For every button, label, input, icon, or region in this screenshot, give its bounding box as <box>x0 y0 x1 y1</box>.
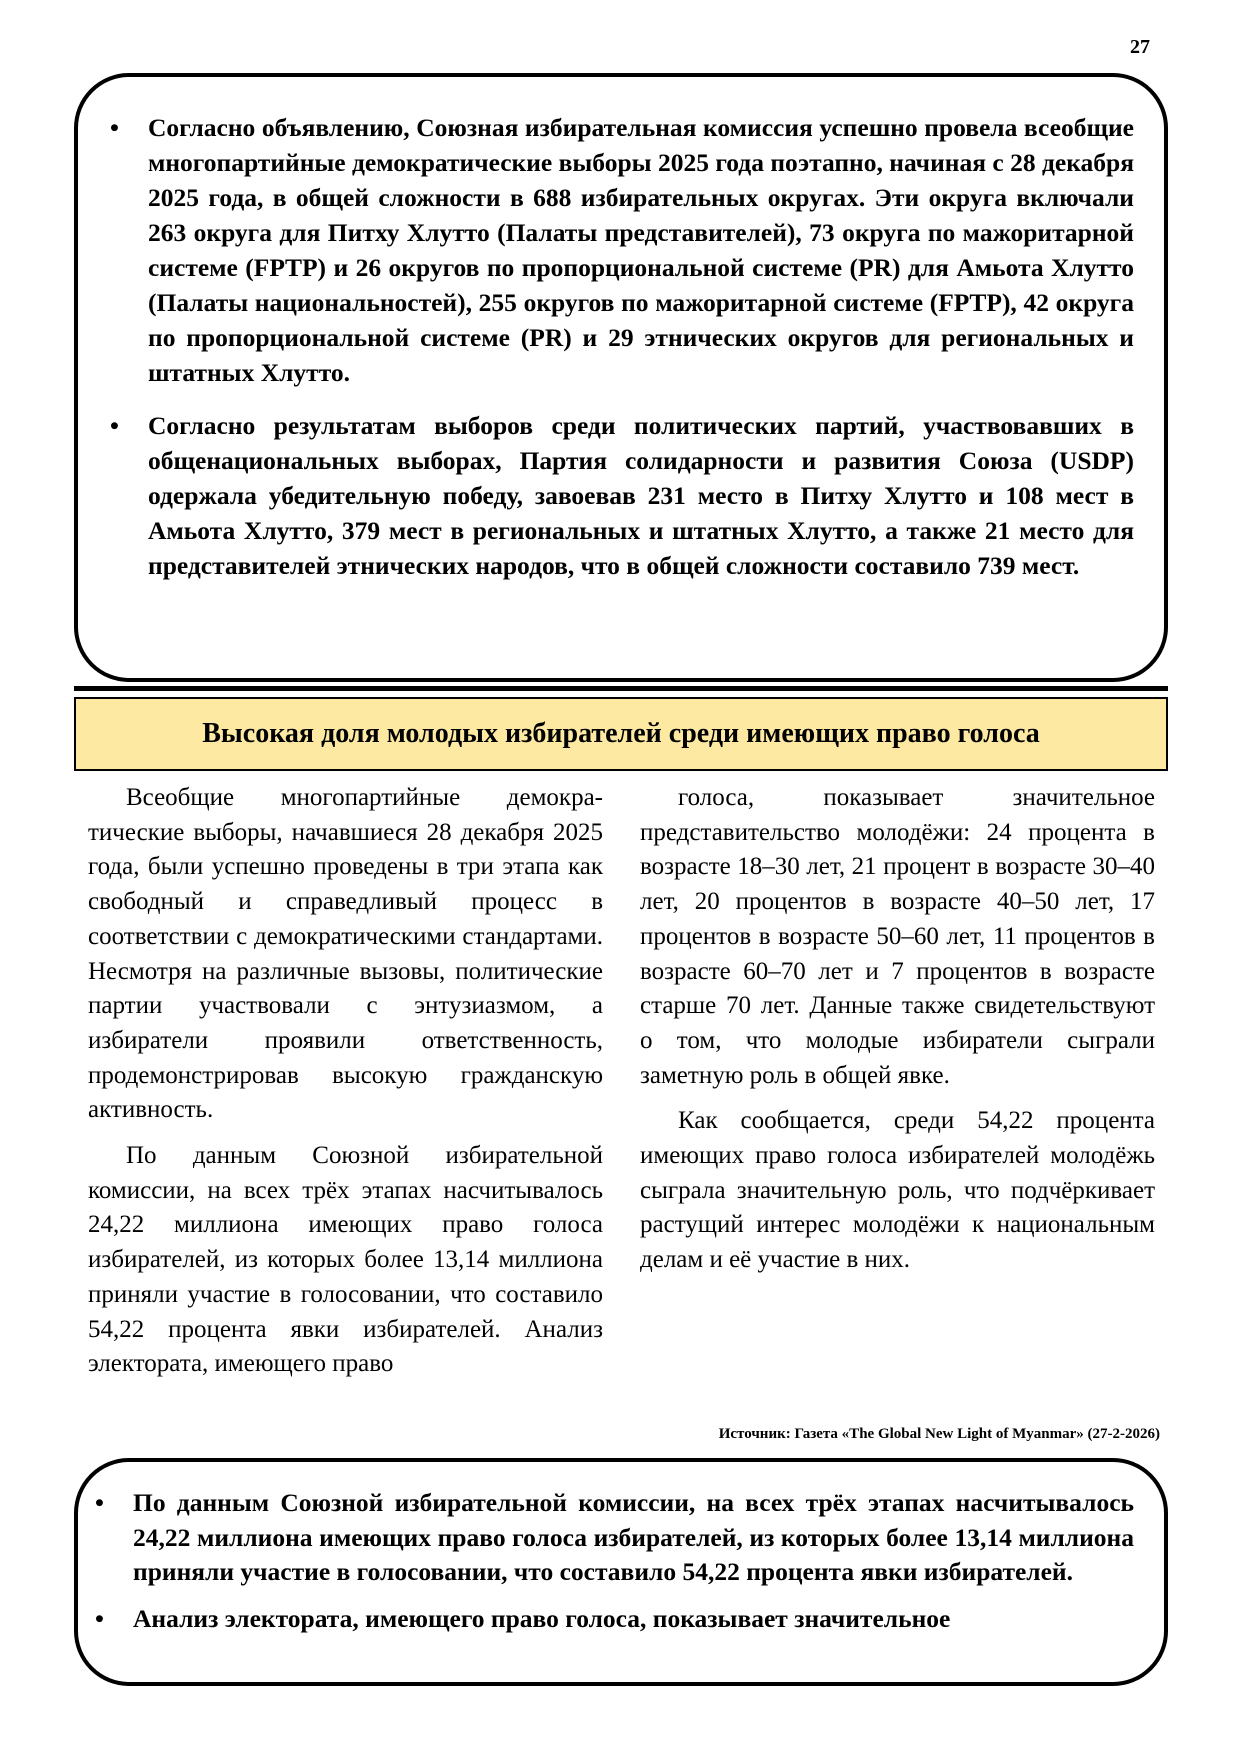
article-paragraph: Как сообщается, среди 54,22 процента имеющих право голоса избирателей молодёжь сыграла значительную роль, что подчёркивает растущий интерес молодёжи к национальным делам и её участие в них. <box>640 1107 1155 1274</box>
page-number: 27 <box>1130 36 1150 58</box>
section-divider <box>74 686 1168 691</box>
article-column-left <box>88 781 603 1393</box>
article-column-right <box>640 781 1155 1289</box>
article-title-banner <box>74 697 1168 771</box>
summary-bullet: • Анализ электората, имеющего право голоса, показывает значительное <box>133 1602 1134 1637</box>
article-source: Источник: Газета «The Global New Light of Myanmar» (27-2-2026) <box>718 1426 1160 1442</box>
summary-box-top <box>74 73 1168 682</box>
article-paragraph: По данным Союзной избирательной комиссии, на всех трёх этапах насчитывалось 24,22 миллиона имеющих право голоса избирателей, из которых более 13,14 миллиона приняли участие в голосовании, что составило 54,22 процента явки избирателей. Анализ электората, имеющего право <box>88 1142 603 1378</box>
summary-bullet: • Согласно объявлению, Союзная избирательная комиссия успешно провела всеобщие многопартийные демократические выборы 2025 года поэтапно, начиная с 28 декабря 2025 года, в общей сложности в 688 избирательных округах. Эти округа включали 263 округа для Питху Хлутто (Палаты представителей), 73 округа по мажоритарной системе (FPTP) и 26 округов по пропорциональной системе (PR) для Амьота Хлутто (Палаты национальностей), 255 округов по мажоритарной системе (FPTP), 42 округа по пропорциональной системе (PR) и 29 этнических округов для региональных и штатных Хлутто. <box>148 110 1134 390</box>
summary-bullet: • Согласно результатам выборов среди политических партий, участвовавших в общенациональных выборах, Партия солидарности и развития Союза (USDP) одержала убедительную победу, завоевав 231 место в Питху Хлутто и 108 мест в Амьота Хлутто, 379 мест в региональных и штатных Хлутто, а также 21 место для представителей этнических народов, что в общей сложности составило 739 мест. <box>148 408 1134 583</box>
summary-list-bottom <box>133 1486 1134 1636</box>
article-paragraph: Всеобщие многопартийные демократические выборы, начавшиеся 28 декабря 2025 года, были успешно проведены в три этапа как свободный и справедливый процесс в соответствии с демократическими стандартами. Несмотря на различные вызовы, политические партии участвовали с энтузиазмом, а избиратели проявили ответственность, продемонстрировав высокую гражданскую активность. <box>88 784 603 1124</box>
summary-box-bottom <box>74 1458 1168 1686</box>
summary-list-top <box>148 110 1134 583</box>
article-title: Высокая доля молодых избирателей среди имеющих право голоса <box>202 718 1040 749</box>
article-paragraph: голоса, показывает значительное представительство молодёжи: 24 процента в возрасте 18–30 лет, 21 процент в возрасте 30–40 лет, 20 процентов в возрасте 40–50 лет, 17 процентов в возрасте 50–60 лет, 11 процентов в возрасте 60–70 лет и 7 процентов в возрасте старше 70 лет. Данные также свидетельствуют о том, что молодые избиратели сыграли заметную роль в общей явке. <box>640 784 1155 1089</box>
summary-bullet: • По данным Союзной избирательной комиссии, на всех трёх этапах насчитывалось 24,22 миллиона имеющих право голоса избирателей, из которых более 13,14 миллиона приняли участие в голосовании, что составило 54,22 процента явки избирателей. <box>133 1486 1134 1590</box>
